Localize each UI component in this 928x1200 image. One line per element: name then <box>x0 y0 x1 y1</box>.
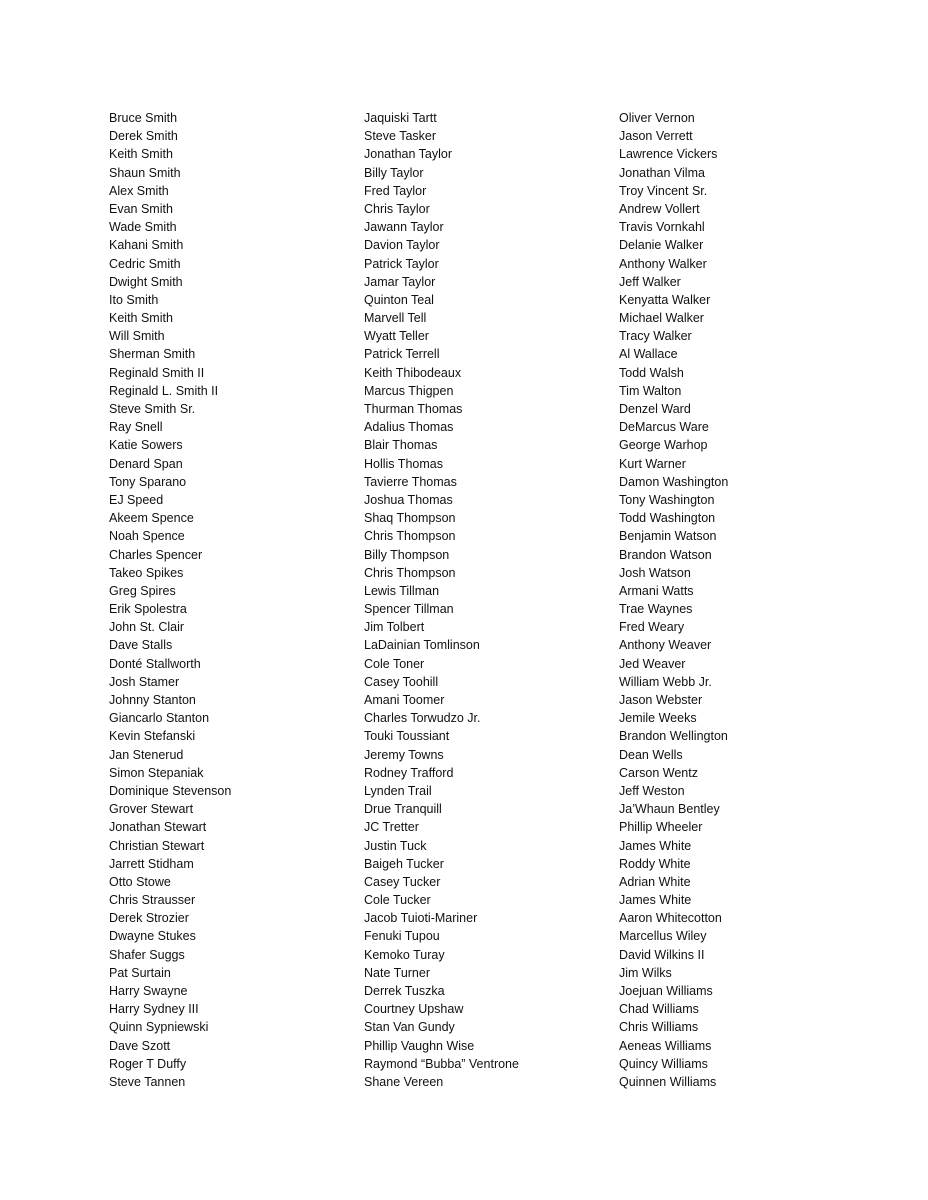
name-entry: Chris Williams <box>619 1020 699 1035</box>
name-entry: Steve Smith Sr. <box>109 402 196 416</box>
name-entry: Todd Walsh <box>619 365 684 380</box>
name-entry: Alex Smith <box>109 183 169 198</box>
name-entry: Chad Williams <box>619 1002 699 1017</box>
name-entry: Fred Weary <box>619 620 685 635</box>
name-entry: Hollis Thomas <box>364 456 443 471</box>
name-entry: Chris Thompson <box>364 565 456 580</box>
name-entry: Patrick Taylor <box>364 256 439 271</box>
name-entry: Billy Thompson <box>364 547 450 562</box>
name-entry: Cole Tucker <box>364 893 431 908</box>
name-entry: Lewis Tillman <box>364 583 440 598</box>
name-entry: Andrew Vollert <box>619 201 700 216</box>
name-entry: Kenyatta Walker <box>619 292 711 307</box>
name-entry: Quinnen Williams <box>619 1074 717 1089</box>
name-column-2 <box>364 109 604 1091</box>
name-entry: Patrick Terrell <box>364 347 440 362</box>
name-entry: Derek Smith <box>109 129 178 144</box>
name-entry: Carson Wentz <box>619 765 698 780</box>
name-entry: Will Smith <box>109 329 165 344</box>
name-entry: Aeneas Williams <box>619 1038 712 1053</box>
name-entry: Trae Waynes <box>619 602 693 617</box>
name-entry: Quinton Teal <box>364 292 434 307</box>
name-entry: Dwight Smith <box>109 274 183 289</box>
name-entry: Chris Strausser <box>109 893 196 908</box>
name-entry: Touki Toussiant <box>364 729 450 744</box>
name-entry: DeMarcus Ware <box>619 420 709 435</box>
name-entry: Phillip Vaughn Wise <box>364 1038 475 1053</box>
name-entry: Chris Taylor <box>364 201 430 216</box>
name-column-3 <box>619 109 859 1091</box>
name-entry: Justin Tuck <box>364 838 427 853</box>
name-entry: Akeem Spence <box>109 511 194 526</box>
name-entry: Marvell Tell <box>364 311 427 326</box>
name-entry: Joejuan Williams <box>619 984 713 998</box>
name-entry: Ray Snell <box>109 420 163 435</box>
name-entry: Oliver Vernon <box>619 111 695 125</box>
name-entry: Wyatt Teller <box>364 329 429 344</box>
name-entry: Brandon Wellington <box>619 729 728 744</box>
name-entry: Denzel Ward <box>619 402 691 416</box>
name-entry: Cole Toner <box>364 656 425 671</box>
name-entry: JC Tretter <box>364 820 419 835</box>
name-entry: EJ Speed <box>109 492 164 507</box>
name-entry: Drue Tranquill <box>364 802 442 817</box>
name-column-1 <box>109 109 349 1091</box>
name-entry: Katie Sowers <box>109 438 183 453</box>
name-entry: Erik Spolestra <box>109 602 187 617</box>
name-entry: Shaq Thompson <box>364 511 456 526</box>
name-entry: Jed Weaver <box>619 656 686 671</box>
name-entry: Fred Taylor <box>364 183 427 198</box>
name-entry: Jim Tolbert <box>364 620 425 635</box>
name-entry: Tavierre Thomas <box>364 474 457 489</box>
name-entry: Damon Washington <box>619 474 729 489</box>
name-entry: Jemile Weeks <box>619 711 697 726</box>
name-entry: Pat Surtain <box>109 965 171 980</box>
name-entry: Denard Span <box>109 456 183 471</box>
name-entry: Tony Sparano <box>109 474 187 489</box>
name-entry: Kurt Warner <box>619 456 686 471</box>
name-entry: Jeremy Towns <box>364 747 444 762</box>
name-entry: Dwayne Stukes <box>109 929 196 944</box>
name-entry: Billy Taylor <box>364 165 424 180</box>
name-entry: Al Wallace <box>619 347 678 362</box>
name-entry: Jawann Taylor <box>364 220 444 235</box>
name-entry: Courtney Upshaw <box>364 1002 464 1017</box>
name-entry: Stan Van Gundy <box>364 1020 455 1035</box>
name-entry: Quinn Sypniewski <box>109 1020 209 1035</box>
name-entry: David Wilkins II <box>619 947 705 962</box>
name-entry: George Warhop <box>619 438 708 453</box>
name-entry: Rodney Trafford <box>364 765 454 780</box>
name-entry: Shaun Smith <box>109 165 181 180</box>
name-entry: LaDainian Tomlinson <box>364 638 480 653</box>
name-entry: Sherman Smith <box>109 347 196 362</box>
name-entry: Anthony Weaver <box>619 638 712 653</box>
name-entry: Charles Torwudzo Jr. <box>364 711 481 726</box>
name-entry: Travis Vornkahl <box>619 220 705 235</box>
name-entry: Otto Stowe <box>109 874 171 889</box>
name-entry: Reginald Smith II <box>109 365 205 380</box>
name-entry: Johnny Stanton <box>109 693 196 707</box>
name-entry: Greg Spires <box>109 583 176 598</box>
name-entry: Steve Tannen <box>109 1074 186 1089</box>
name-entry: Fenuki Tupou <box>364 929 440 944</box>
name-entry: Roger T Duffy <box>109 1056 187 1071</box>
name-entry: Jeff Weston <box>619 783 685 798</box>
name-entry: Shafer Suggs <box>109 947 185 962</box>
name-entry: Marcellus Wiley <box>619 929 707 944</box>
name-entry: James White <box>619 893 692 908</box>
name-entry: Bruce Smith <box>109 111 178 125</box>
name-entry: Todd Washington <box>619 511 716 526</box>
name-entry: Armani Watts <box>619 583 694 598</box>
name-entry: Jacob Tuioti-Mariner <box>364 911 478 926</box>
name-entry: Keith Smith <box>109 147 173 162</box>
name-entry: Kahani Smith <box>109 238 184 253</box>
name-entry: Ja’Whaun Bentley <box>619 802 720 817</box>
name-entry: Harry Swayne <box>109 984 188 998</box>
name-entry: Jeff Walker <box>619 274 681 289</box>
name-entry: Adalius Thomas <box>364 420 454 435</box>
name-entry: Tracy Walker <box>619 329 692 344</box>
name-entry: Dominique Stevenson <box>109 783 232 798</box>
name-entry: Benjamin Watson <box>619 529 717 544</box>
name-entry: William Webb Jr. <box>619 674 712 689</box>
name-entry: Tim Walton <box>619 383 682 398</box>
name-entry: Charles Spencer <box>109 547 203 562</box>
name-entry: Jonathan Vilma <box>619 165 705 180</box>
name-entry: Jason Verrett <box>619 129 693 144</box>
name-entry: Spencer Tillman <box>364 602 454 617</box>
name-entry: Jamar Taylor <box>364 274 436 289</box>
name-entry: Baigeh Tucker <box>364 856 444 871</box>
name-entry: Marcus Thigpen <box>364 383 454 398</box>
name-entry: Shane Vereen <box>364 1074 444 1089</box>
name-entry: Jarrett Stidham <box>109 856 194 871</box>
name-entry: Steve Tasker <box>364 129 437 144</box>
name-entry: Delanie Walker <box>619 238 704 253</box>
name-entry: Davion Taylor <box>364 238 440 253</box>
name-entry: Derrek Tuszka <box>364 984 445 998</box>
name-entry: Giancarlo Stanton <box>109 711 210 726</box>
name-entry: Jonathan Stewart <box>109 820 207 835</box>
name-entry: Reginald L. Smith II <box>109 383 219 398</box>
name-entry: Jim Wilks <box>619 965 672 980</box>
name-entry: Kemoko Turay <box>364 947 445 962</box>
name-entry: Harry Sydney III <box>109 1002 199 1017</box>
name-entry: Derek Strozier <box>109 911 189 926</box>
name-entry: Dave Szott <box>109 1038 171 1053</box>
name-entry: Evan Smith <box>109 201 173 216</box>
name-entry: Brandon Watson <box>619 547 712 562</box>
name-entry: Raymond “Bubba” Ventrone <box>364 1056 519 1071</box>
name-entry: Joshua Thomas <box>364 492 453 507</box>
name-entry: Kevin Stefanski <box>109 729 196 744</box>
name-entry: Donté Stallworth <box>109 656 201 671</box>
name-entry: Amani Toomer <box>364 693 445 707</box>
name-entry: Noah Spence <box>109 529 185 544</box>
name-entry: Tony Washington <box>619 492 715 507</box>
name-entry: Christian Stewart <box>109 838 205 853</box>
name-entry: Keith Smith <box>109 311 173 326</box>
name-entry: Phillip Wheeler <box>619 820 703 835</box>
name-entry: Michael Walker <box>619 311 704 326</box>
name-entry: Roddy White <box>619 856 691 871</box>
name-entry: Chris Thompson <box>364 529 456 544</box>
name-entry: Aaron Whitecotton <box>619 911 722 926</box>
name-entry: Adrian White <box>619 874 691 889</box>
name-entry: Jan Stenerud <box>109 747 184 762</box>
name-entry: Jaquiski Tartt <box>364 111 437 125</box>
name-entry: Wade Smith <box>109 220 177 235</box>
name-entry: Simon Stepaniak <box>109 765 204 780</box>
name-entry: Keith Thibodeaux <box>364 365 462 380</box>
name-entry: Josh Watson <box>619 565 691 580</box>
name-entry: Casey Tucker <box>364 874 441 889</box>
name-entry: Dean Wells <box>619 747 683 762</box>
name-entry: Lynden Trail <box>364 783 432 798</box>
name-entry: Takeo Spikes <box>109 565 184 580</box>
name-entry: Blair Thomas <box>364 438 438 453</box>
name-entry: Troy Vincent Sr. <box>619 183 708 198</box>
name-entry: Josh Stamer <box>109 674 180 689</box>
name-entry: Dave Stalls <box>109 638 173 653</box>
name-entry: Nate Turner <box>364 965 431 980</box>
name-entry: Grover Stewart <box>109 802 194 817</box>
name-entry: Anthony Walker <box>619 256 707 271</box>
name-entry: Thurman Thomas <box>364 402 463 416</box>
name-entry: John St. Clair <box>109 620 185 635</box>
name-entry: Ito Smith <box>109 292 159 307</box>
name-entry: Lawrence Vickers <box>619 147 718 162</box>
name-entry: Casey Toohill <box>364 674 439 689</box>
name-entry: Cedric Smith <box>109 256 181 271</box>
name-entry: Jonathan Taylor <box>364 147 453 162</box>
name-entry: Jason Webster <box>619 693 703 707</box>
name-entry: James White <box>619 838 692 853</box>
name-entry: Quincy Williams <box>619 1056 708 1071</box>
